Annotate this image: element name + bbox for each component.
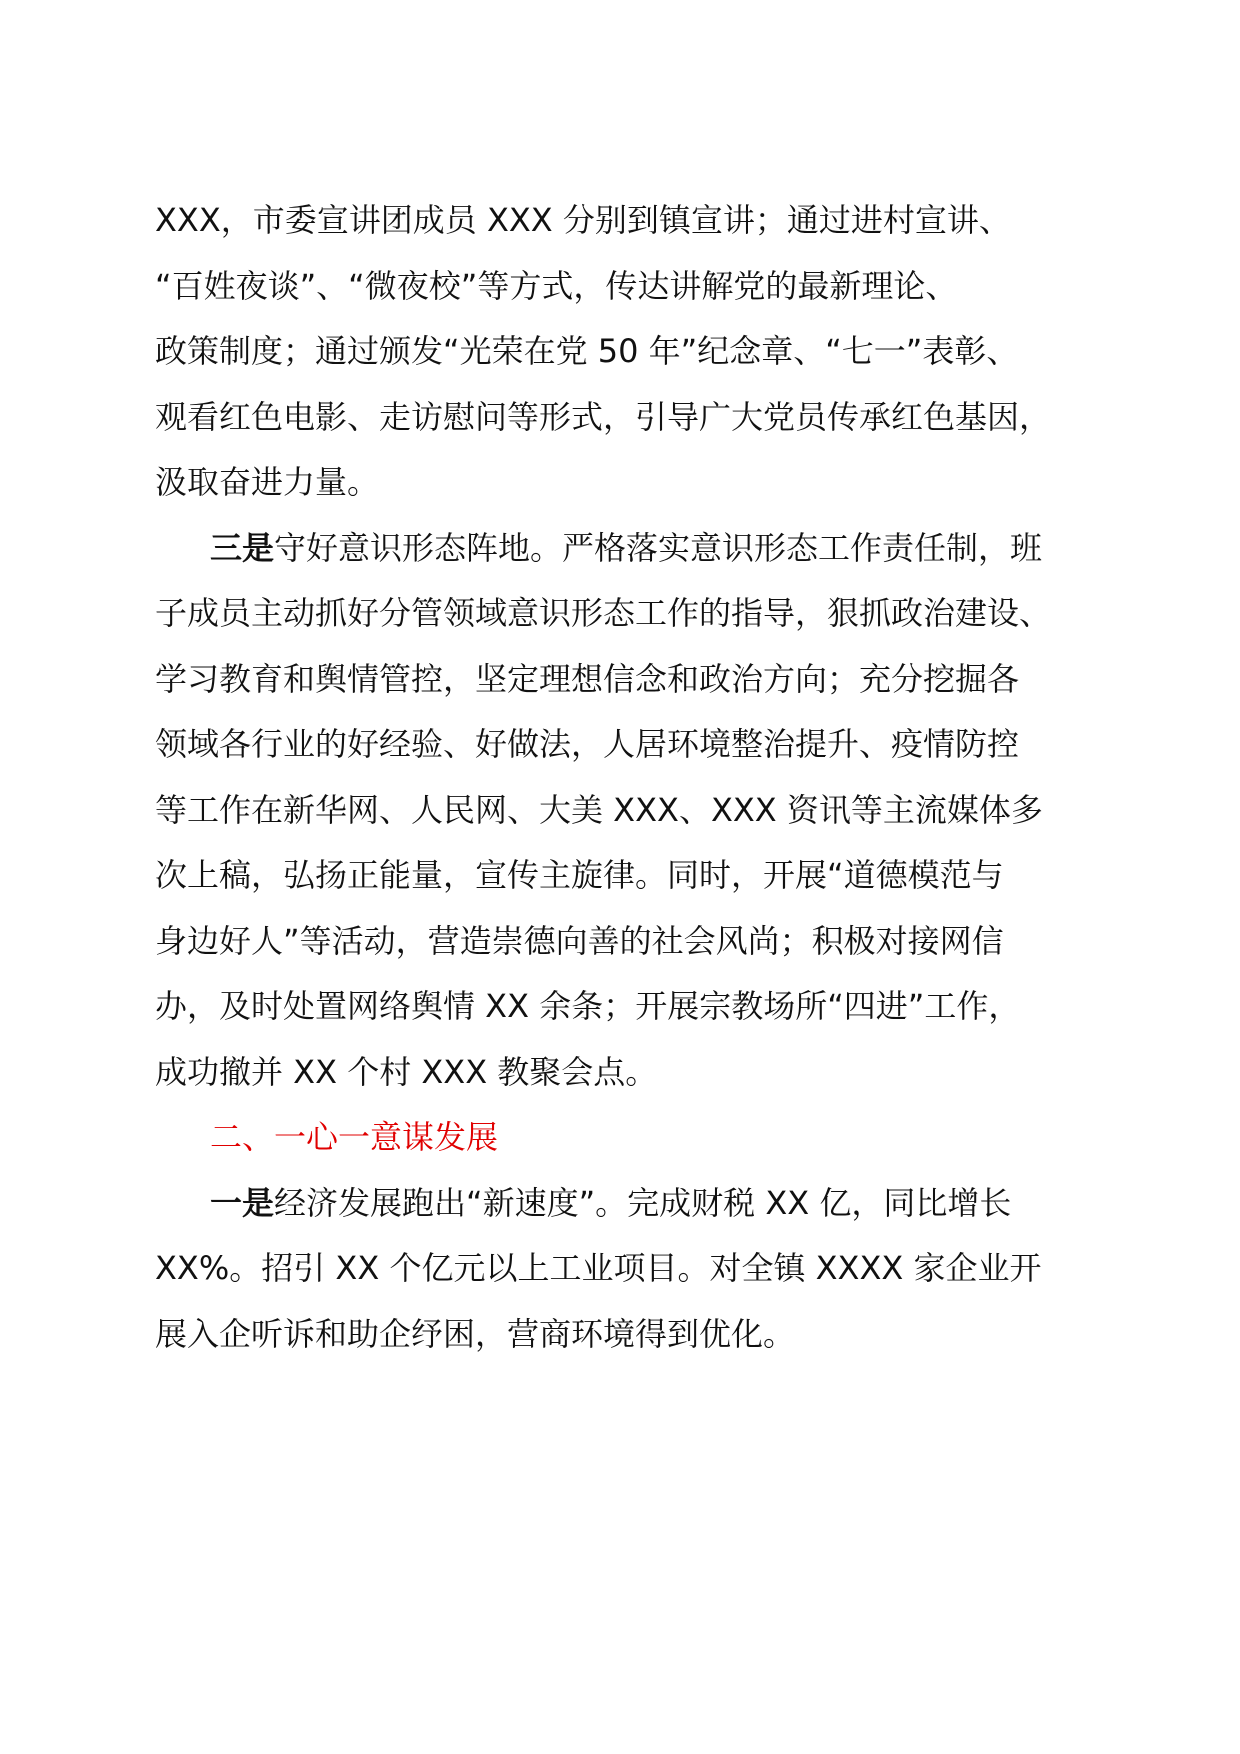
paragraph-continued	[155, 188, 1095, 516]
text-line: 领域各行业的好经验、好做法，人居环境整治提升、疫情防控	[155, 725, 1020, 763]
text-line: 等工作在新华网、人民网、大美 XXX、XXX 资讯等主流媒体多	[155, 790, 1043, 829]
text-line-rest: 守好意识形态阵地。严格落实意识形态工作责任制，班	[274, 528, 1043, 567]
text-line: 次上稿，弘扬正能量，宣传主旋律。同时，开展“道德模范与	[155, 856, 1004, 894]
text-line: 办，及时处置网络舆情 XX 余条；开展宗教场所“四进”工作，	[155, 987, 1021, 1025]
text-line: 学习教育和舆情管控，坚定理想信念和政治方向；充分挖掘各	[155, 659, 1020, 698]
paragraph-three	[155, 516, 1095, 1106]
text-line: 身边好人”等活动，营造崇德向善的社会风尚；积极对接网信	[155, 921, 1004, 960]
text-line-first	[155, 516, 1095, 582]
document-page	[155, 188, 1095, 1367]
paragraph-one	[155, 1171, 1095, 1368]
text-line: 观看红色电影、走访慰问等形式，引导广大党员传承红色基因，	[155, 397, 1052, 436]
text-line: 成功撤并 XX 个村 XXX 教聚会点。	[155, 1052, 658, 1091]
text-line-rest: 经济发展跑出“新速度”。完成财税 XX 亿，同比增长	[274, 1183, 1012, 1222]
paragraph-lead: 一是	[210, 1183, 275, 1222]
text-line: 子成员主动抓好分管领域意识形态工作的指导，狠抓政治建设、	[155, 594, 1052, 632]
text-line: 政策制度；通过颁发“光荣在党 50 年”纪念章、“七一”表彰、	[155, 332, 1019, 370]
section-heading: 二、一心一意谋发展	[210, 1118, 499, 1156]
text-line: XX%。招引 XX 个亿元以上工业项目。对全镇 XXXX 家企业开	[155, 1249, 1042, 1287]
text-line-first	[155, 1171, 1095, 1237]
text-line: 汲取奋进力量。	[155, 463, 380, 501]
text-line: “百姓夜谈”、“微夜校”等方式，传达讲解党的最新理论、	[155, 266, 958, 305]
paragraph-lead: 三是	[210, 528, 275, 567]
text-line: 展入企听诉和助企纾困，营商环境得到优化。	[155, 1314, 796, 1353]
text-line: XXX，市委宣讲团成员 XXX 分别到镇宣讲；通过进村宣讲、	[155, 201, 1011, 239]
